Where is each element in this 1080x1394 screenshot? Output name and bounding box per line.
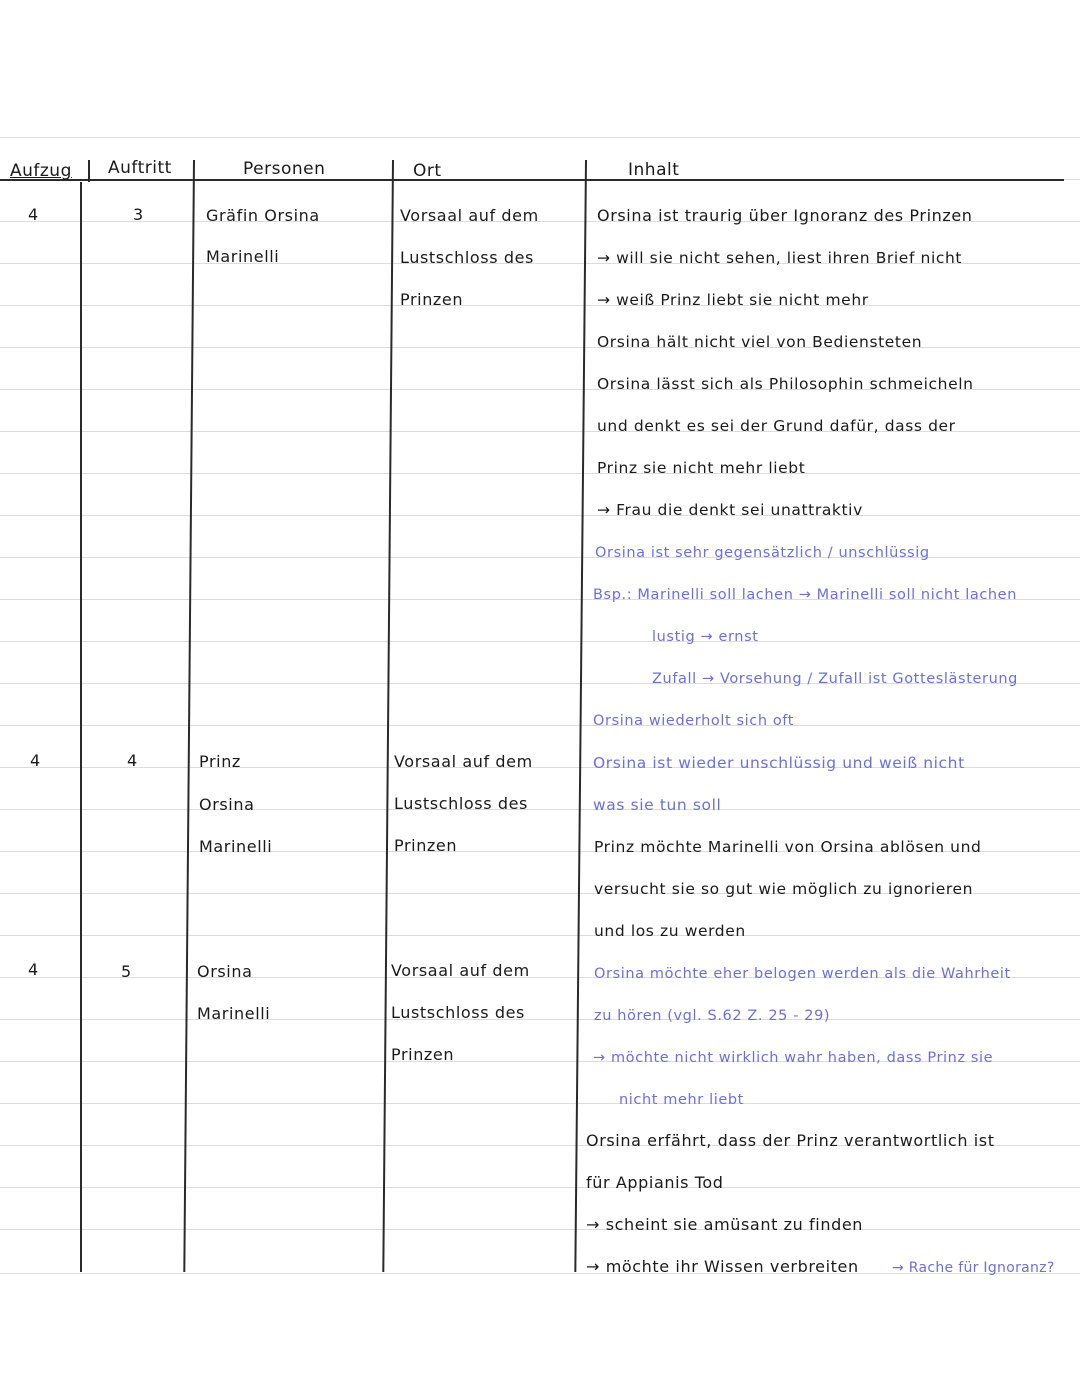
inhalt-line: und los zu werden — [594, 922, 746, 940]
inhalt-line: Orsina lässt sich als Philosophin schmeicheln — [597, 375, 974, 393]
inhalt-line: → Frau die denkt sei unattraktiv — [597, 501, 863, 519]
inhalt-line-blue: Orsina möchte eher belogen werden als die Wahrheit — [594, 966, 1011, 982]
inhalt-line-blue: Orsina ist sehr gegensätzlich / unschlüssig — [595, 545, 930, 561]
cell-ort: Prinzen — [400, 290, 464, 309]
cell-ort: Vorsaal auf dem — [400, 206, 539, 225]
cell-personen: Orsina — [199, 795, 255, 814]
inhalt-line: Orsina hält nicht viel von Bediensteten — [597, 333, 923, 351]
cell-ort: Vorsaal auf dem — [391, 961, 530, 980]
inhalt-line-blue: → Rache für Ignoranz? — [892, 1260, 1055, 1276]
header-auftritt: Auftritt — [108, 158, 172, 178]
inhalt-line: Orsina erfährt, dass der Prinz verantwortlich ist — [586, 1131, 995, 1150]
cell-aufzug: 4 — [28, 960, 39, 979]
inhalt-line-blue: Orsina wiederholt sich oft — [593, 713, 795, 729]
inhalt-line: → will sie nicht sehen, liest ihren Brief nicht — [597, 249, 963, 267]
header-ort: Ort — [413, 161, 442, 181]
inhalt-line: → scheint sie amüsant zu finden — [586, 1215, 864, 1234]
inhalt-line: versucht sie so gut wie möglich zu ignorieren — [594, 880, 974, 898]
inhalt-line: Prinz sie nicht mehr liebt — [597, 459, 806, 477]
inhalt-line: Orsina ist traurig über Ignoranz des Prinzen — [597, 206, 973, 225]
cell-ort: Lustschloss des — [394, 794, 528, 813]
cell-personen: Prinz — [199, 752, 241, 771]
inhalt-line: → möchte ihr Wissen verbreiten — [586, 1257, 859, 1276]
cell-auftritt: 4 — [127, 751, 138, 770]
inhalt-line-blue: Zufall → Vorsehung / Zufall ist Gotteslästerung — [652, 671, 1018, 687]
inhalt-line-blue: nicht mehr liebt — [619, 1092, 744, 1108]
inhalt-line: und denkt es sei der Grund dafür, dass der — [597, 417, 956, 435]
header-personen: Personen — [243, 159, 326, 179]
header-inhalt: Inhalt — [628, 160, 680, 180]
cell-personen: Orsina — [197, 962, 253, 981]
cell-ort: Prinzen — [391, 1045, 455, 1064]
inhalt-line: für Appianis Tod — [586, 1173, 724, 1192]
inhalt-line: Prinz möchte Marinelli von Orsina ablösen und — [594, 838, 982, 856]
cell-auftritt: 3 — [133, 205, 144, 224]
inhalt-line-blue: Orsina ist wieder unschlüssig und weiß nicht — [593, 754, 965, 772]
cell-ort: Lustschloss des — [391, 1003, 525, 1022]
inhalt-line-blue: → möchte nicht wirklich wahr haben, dass Prinz sie — [593, 1050, 994, 1066]
cell-personen: Gräfin Orsina — [206, 206, 320, 225]
inhalt-line-blue: Bsp.: Marinelli soll lachen → Marinelli soll nicht lachen — [593, 587, 1017, 603]
header-aufzug: Aufzug — [10, 161, 72, 181]
cell-ort: Lustschloss des — [400, 248, 534, 267]
inhalt-line-blue: was sie tun soll — [593, 796, 722, 814]
inhalt-line: → weiß Prinz liebt sie nicht mehr — [597, 291, 869, 309]
cell-ort: Vorsaal auf dem — [394, 752, 533, 771]
cell-personen: Marinelli — [197, 1004, 271, 1023]
cell-ort: Prinzen — [394, 836, 458, 855]
cell-aufzug: 4 — [30, 751, 41, 770]
inhalt-line-blue: lustig → ernst — [652, 629, 759, 645]
inhalt-line-blue: zu hören (vgl. S.62 Z. 25 - 29) — [594, 1008, 831, 1024]
cell-auftritt: 5 — [121, 962, 132, 981]
cell-personen: Marinelli — [206, 247, 280, 266]
cell-aufzug: 4 — [28, 205, 39, 224]
cell-personen: Marinelli — [199, 837, 273, 856]
